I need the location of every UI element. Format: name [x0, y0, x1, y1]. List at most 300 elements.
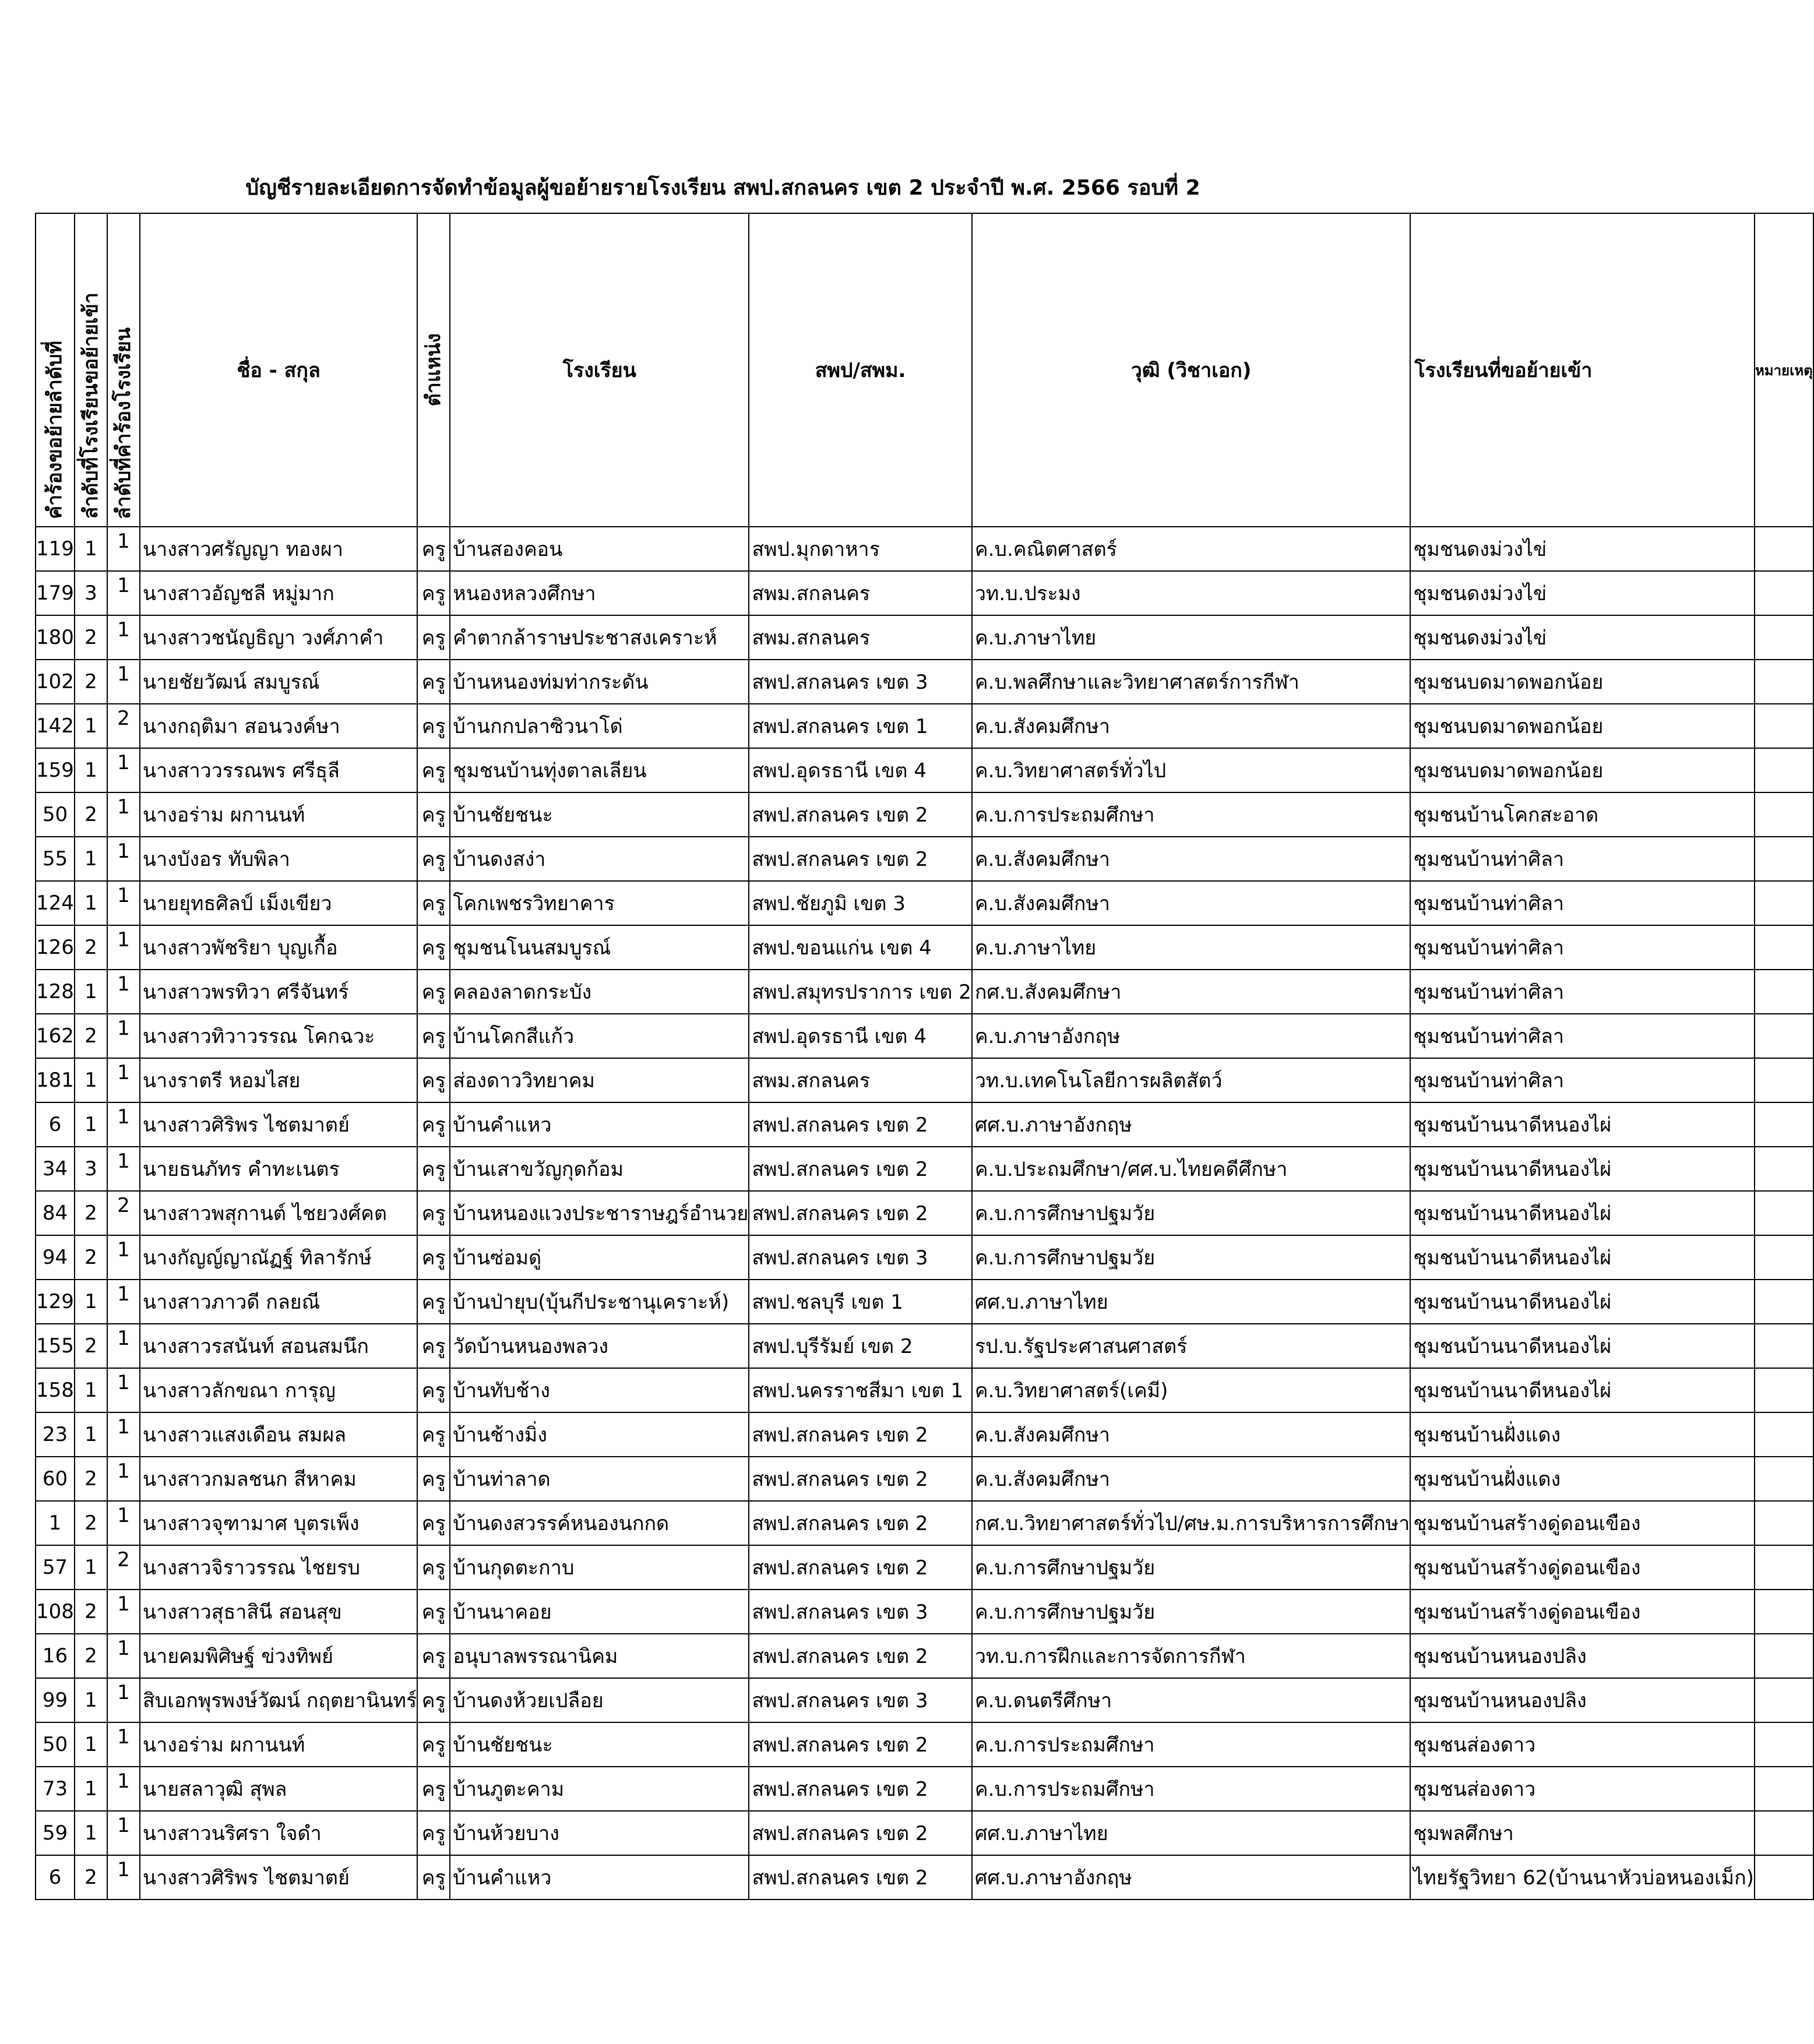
cell-name: นางสาวทิวาวรรณ โคกฉวะ: [140, 1014, 417, 1058]
cell-request-order: 1: [107, 571, 140, 615]
cell-target-school: ชุมชนบ้านนาดีหนองไผ่: [1410, 1235, 1755, 1280]
table-row: [36, 1014, 1813, 1058]
table-row: [36, 1590, 1813, 1634]
cell-degree: ค.บ.สังคมศึกษา: [972, 704, 1410, 748]
table-row: [36, 1324, 1813, 1368]
cell-remark: [1755, 1280, 1813, 1324]
table-row: [36, 660, 1813, 704]
cell-office: สพป.สกลนคร เขต 2: [749, 1855, 971, 1899]
cell-request-no: 73: [36, 1767, 75, 1811]
table-row: [36, 1634, 1813, 1678]
cell-position: ครู: [417, 792, 450, 837]
cell-name: นายยุทธศิลป์ เม็งเขียว: [140, 881, 417, 925]
cell-request-order: 1: [107, 615, 140, 660]
table-row: [36, 1722, 1813, 1767]
cell-remark: [1755, 615, 1813, 660]
cell-office: สพป.ชัยภูมิ เขต 3: [749, 881, 971, 925]
cell-school: บ้านห้วยบาง: [450, 1811, 749, 1855]
cell-name: นางสาวจิราวรรณ ไชยรบ: [140, 1545, 417, 1590]
cell-target-school: ชุมชนบ้านนาดีหนองไผ่: [1410, 1324, 1755, 1368]
header-school: โรงเรียน: [450, 213, 749, 527]
cell-school: บ้านช้างมิ่ง: [450, 1412, 749, 1457]
cell-school-order: 3: [75, 571, 107, 615]
cell-school-order: 1: [75, 1280, 107, 1324]
cell-position: ครู: [417, 1235, 450, 1280]
cell-school: บ้านเสาขวัญกุดก้อม: [450, 1147, 749, 1191]
cell-school: บ้านกกปลาซิวนาโด่: [450, 704, 749, 748]
cell-name: นางสาววรรณพร ศรีธุลี: [140, 748, 417, 792]
cell-target-school: ชุมชนบ้านท่าศิลา: [1410, 881, 1755, 925]
cell-school: บ้านดงห้วยเปลือย: [450, 1678, 749, 1722]
cell-remark: [1755, 792, 1813, 837]
cell-name: นางสาวลักขณา การุญ: [140, 1368, 417, 1412]
header-school-order: ลำดับที่โรงเรียนขอย้ายเข้า: [75, 213, 107, 527]
cell-request-no: 124: [36, 881, 75, 925]
table-row: [36, 1501, 1813, 1545]
cell-degree: ค.บ.ภาษาไทย: [972, 925, 1410, 970]
cell-name: นางสาวพัชริยา บุญเกื้อ: [140, 925, 417, 970]
cell-request-order: 1: [107, 1102, 140, 1147]
cell-request-order: 1: [107, 1811, 140, 1855]
cell-degree: ค.บ.สังคมศึกษา: [972, 1412, 1410, 1457]
cell-degree: ค.บ.การประถมศึกษา: [972, 792, 1410, 837]
cell-request-order: 1: [107, 1634, 140, 1678]
cell-degree: วท.บ.การฝึกและการจัดการกีฬา: [972, 1634, 1410, 1678]
cell-position: ครู: [417, 660, 450, 704]
cell-name: นางสาวอัญชลี หมู่มาก: [140, 571, 417, 615]
cell-school-order: 2: [75, 1590, 107, 1634]
cell-name: นางบังอร ทับพิลา: [140, 837, 417, 881]
cell-school: หนองหลวงศึกษา: [450, 571, 749, 615]
cell-school-order: 1: [75, 527, 107, 571]
cell-name: นางสาวภาวดี กลยณี: [140, 1280, 417, 1324]
cell-office: สพป.สกลนคร เขต 2: [749, 1634, 971, 1678]
cell-name: นางกฤติมา สอนวงค์ษา: [140, 704, 417, 748]
table-row: [36, 970, 1813, 1014]
cell-school-order: 1: [75, 1412, 107, 1457]
table-row: [36, 837, 1813, 881]
cell-degree: ค.บ.วิทยาศาสตร์ทั่วไป: [972, 748, 1410, 792]
cell-request-order: 1: [107, 1678, 140, 1722]
table-row: [36, 748, 1813, 792]
cell-request-order: 1: [107, 1280, 140, 1324]
cell-office: สพม.สกลนคร: [749, 1058, 971, 1102]
cell-school: บ้านท่าลาด: [450, 1457, 749, 1501]
cell-degree: วท.บ.เทคโนโลยีการผลิตสัตว์: [972, 1058, 1410, 1102]
cell-school-order: 1: [75, 1545, 107, 1590]
cell-school-order: 1: [75, 1678, 107, 1722]
cell-remark: [1755, 1855, 1813, 1899]
cell-position: ครู: [417, 1368, 450, 1412]
cell-position: ครู: [417, 1811, 450, 1855]
cell-school: วัดบ้านหนองพลวง: [450, 1324, 749, 1368]
cell-request-order: 1: [107, 1722, 140, 1767]
cell-position: ครู: [417, 1102, 450, 1147]
cell-degree: ค.บ.การศึกษาปฐมวัย: [972, 1590, 1410, 1634]
cell-name: นางสาวจุฑามาศ บุตรเพ็ง: [140, 1501, 417, 1545]
cell-degree: ค.บ.การศึกษาปฐมวัย: [972, 1235, 1410, 1280]
cell-position: ครู: [417, 925, 450, 970]
cell-request-order: 1: [107, 837, 140, 881]
cell-target-school: ชุมพลศึกษา: [1410, 1811, 1755, 1855]
cell-degree: ค.บ.การศึกษาปฐมวัย: [972, 1545, 1410, 1590]
cell-name: นางสาวพรทิวา ศรีจันทร์: [140, 970, 417, 1014]
cell-target-school: ชุมชนดงม่วงไข่: [1410, 571, 1755, 615]
cell-position: ครู: [417, 1147, 450, 1191]
cell-degree: ค.บ.ประถมศึกษา/ศศ.บ.ไทยคดีศึกษา: [972, 1147, 1410, 1191]
cell-school: ส่องดาววิทยาคม: [450, 1058, 749, 1102]
cell-school-order: 2: [75, 1191, 107, 1235]
cell-school: โคกเพชรวิทยาคาร: [450, 881, 749, 925]
cell-target-school: ชุมชนบ้านสร้างดู่ดอนเขือง: [1410, 1590, 1755, 1634]
cell-target-school: ชุมชนบ้านฝั่งแดง: [1410, 1412, 1755, 1457]
cell-name: นางสาวแสงเดือน สมผล: [140, 1412, 417, 1457]
cell-remark: [1755, 1634, 1813, 1678]
table-row: [36, 1102, 1813, 1147]
cell-school-order: 1: [75, 1102, 107, 1147]
cell-name: นางสาวศรัญญา ทองผา: [140, 527, 417, 571]
cell-request-no: 84: [36, 1191, 75, 1235]
header-remark: หมายเหตุ: [1755, 213, 1813, 527]
cell-remark: [1755, 1412, 1813, 1457]
cell-school: ชุมชนบ้านทุ่งตาลเลียน: [450, 748, 749, 792]
cell-name: นางสาวนริศรา ใจดำ: [140, 1811, 417, 1855]
cell-school: บ้านชัยชนะ: [450, 1722, 749, 1767]
cell-school-order: 2: [75, 792, 107, 837]
cell-target-school: ชุมชนส่องดาว: [1410, 1767, 1755, 1811]
cell-office: สพป.สกลนคร เขต 2: [749, 1191, 971, 1235]
cell-request-no: 50: [36, 792, 75, 837]
cell-degree: ศศ.บ.ภาษาไทย: [972, 1280, 1410, 1324]
cell-position: ครู: [417, 1457, 450, 1501]
cell-school: บ้านหนองแวงประชาราษฎร์อำนวย: [450, 1191, 749, 1235]
cell-request-no: 6: [36, 1855, 75, 1899]
table-row: [36, 615, 1813, 660]
cell-name: นายคมพิศิษฐ์ ข่วงทิพย์: [140, 1634, 417, 1678]
cell-office: สพป.สกลนคร เขต 3: [749, 1678, 971, 1722]
table-row: [36, 925, 1813, 970]
cell-remark: [1755, 1545, 1813, 1590]
cell-school: บ้านโคกสีแก้ว: [450, 1014, 749, 1058]
cell-degree: รป.บ.รัฐประศาสนศาสตร์: [972, 1324, 1410, 1368]
cell-school-order: 1: [75, 704, 107, 748]
cell-remark: [1755, 1368, 1813, 1412]
cell-request-no: 60: [36, 1457, 75, 1501]
cell-request-order: 1: [107, 1855, 140, 1899]
cell-position: ครู: [417, 527, 450, 571]
cell-position: ครู: [417, 837, 450, 881]
cell-school: บ้านกุดตะกาบ: [450, 1545, 749, 1590]
header-target-school: โรงเรียนที่ขอย้ายเข้า: [1410, 213, 1755, 527]
cell-office: สพป.สกลนคร เขต 2: [749, 837, 971, 881]
cell-target-school: ชุมชนบ้านนาดีหนองไผ่: [1410, 1147, 1755, 1191]
cell-request-no: 126: [36, 925, 75, 970]
cell-degree: ค.บ.ภาษาไทย: [972, 615, 1410, 660]
cell-request-order: 2: [107, 704, 140, 748]
cell-target-school: ชุมชนบ้านสร้างดู่ดอนเขือง: [1410, 1501, 1755, 1545]
cell-position: ครู: [417, 615, 450, 660]
cell-request-no: 1: [36, 1501, 75, 1545]
cell-school-order: 2: [75, 660, 107, 704]
cell-office: สพป.สกลนคร เขต 2: [749, 1545, 971, 1590]
cell-remark: [1755, 748, 1813, 792]
cell-degree: ค.บ.การศึกษาปฐมวัย: [972, 1191, 1410, 1235]
cell-request-no: 129: [36, 1280, 75, 1324]
cell-office: สพป.สกลนคร เขต 2: [749, 1501, 971, 1545]
cell-school-order: 1: [75, 881, 107, 925]
cell-request-order: 1: [107, 925, 140, 970]
cell-office: สพป.สกลนคร เขต 3: [749, 660, 971, 704]
cell-school: ชุมชนโนนสมบูรณ์: [450, 925, 749, 970]
cell-degree: ค.บ.พลศึกษาและวิทยาศาสตร์การกีฬา: [972, 660, 1410, 704]
cell-request-order: 1: [107, 748, 140, 792]
cell-target-school: ชุมชนดงม่วงไข่: [1410, 527, 1755, 571]
cell-school: คำตากล้าราษประชาสงเคราะห์: [450, 615, 749, 660]
cell-name: นางสาวศิริพร ไชตมาตย์: [140, 1855, 417, 1899]
cell-office: สพป.สกลนคร เขต 2: [749, 1457, 971, 1501]
cell-request-no: 50: [36, 1722, 75, 1767]
cell-school: บ้านทับช้าง: [450, 1368, 749, 1412]
cell-position: ครู: [417, 970, 450, 1014]
cell-request-order: 1: [107, 1324, 140, 1368]
table-row: [36, 1457, 1813, 1501]
cell-office: สพป.สกลนคร เขต 2: [749, 1767, 971, 1811]
cell-request-no: 55: [36, 837, 75, 881]
cell-remark: [1755, 1501, 1813, 1545]
cell-school-order: 1: [75, 1811, 107, 1855]
cell-position: ครู: [417, 881, 450, 925]
cell-target-school: ชุมชนบดมาดพอกน้อย: [1410, 704, 1755, 748]
cell-office: สพป.สกลนคร เขต 3: [749, 1590, 971, 1634]
cell-target-school: ชุมชนส่องดาว: [1410, 1722, 1755, 1767]
cell-office: สพป.สกลนคร เขต 2: [749, 792, 971, 837]
cell-position: ครู: [417, 571, 450, 615]
cell-position: ครู: [417, 1767, 450, 1811]
header-office: สพป/สพม.: [749, 213, 971, 527]
cell-position: ครู: [417, 1058, 450, 1102]
cell-name: นางสาวชนัญธิญา วงศ์ภาคำ: [140, 615, 417, 660]
cell-position: ครู: [417, 1855, 450, 1899]
header-request-no: คำร้องขอย้ายลำดับที่: [36, 213, 75, 527]
table-row: [36, 1855, 1813, 1899]
cell-school-order: 1: [75, 970, 107, 1014]
cell-school-order: 1: [75, 1767, 107, 1811]
cell-school-order: 3: [75, 1147, 107, 1191]
cell-position: ครู: [417, 1412, 450, 1457]
cell-school-order: 1: [75, 1722, 107, 1767]
cell-name: นางสาวพสุกานต์ ไชยวงศ์คต: [140, 1191, 417, 1235]
cell-school-order: 2: [75, 1457, 107, 1501]
cell-request-no: 181: [36, 1058, 75, 1102]
cell-office: สพป.สกลนคร เขต 2: [749, 1722, 971, 1767]
cell-degree: ค.บ.สังคมศึกษา: [972, 837, 1410, 881]
cell-remark: [1755, 1811, 1813, 1855]
cell-name: นางสาวรสนันท์ สอนสมนึก: [140, 1324, 417, 1368]
table-row: [36, 881, 1813, 925]
cell-school: บ้านดงสง่า: [450, 837, 749, 881]
cell-name: นางกัญญ์ญาณัฏฐ์ ทิลารักษ์: [140, 1235, 417, 1280]
cell-remark: [1755, 1102, 1813, 1147]
cell-school-order: 1: [75, 1058, 107, 1102]
cell-office: สพป.บุรีรัมย์ เขต 2: [749, 1324, 971, 1368]
cell-request-no: 94: [36, 1235, 75, 1280]
cell-request-no: 23: [36, 1412, 75, 1457]
cell-name: นายชัยวัฒน์ สมบูรณ์: [140, 660, 417, 704]
cell-office: สพป.สกลนคร เขต 3: [749, 1235, 971, 1280]
cell-school: อนุบาลพรรณานิคม: [450, 1634, 749, 1678]
cell-name: นางราตรี หอมไสย: [140, 1058, 417, 1102]
cell-school: บ้านนาคอย: [450, 1590, 749, 1634]
cell-office: สพป.สกลนคร เขต 2: [749, 1147, 971, 1191]
cell-office: สพป.สกลนคร เขต 1: [749, 704, 971, 748]
cell-degree: ค.บ.สังคมศึกษา: [972, 881, 1410, 925]
cell-remark: [1755, 1235, 1813, 1280]
cell-request-no: 16: [36, 1634, 75, 1678]
cell-target-school: ชุมชนบ้านหนองปลิง: [1410, 1678, 1755, 1722]
cell-school: บ้านป่ายุบ(บุ้นกีประชานุเคราะห์): [450, 1280, 749, 1324]
cell-target-school: ชุมชนบ้านฝั่งแดง: [1410, 1457, 1755, 1501]
cell-remark: [1755, 1678, 1813, 1722]
table-row: [36, 1235, 1813, 1280]
table-row: [36, 1811, 1813, 1855]
cell-office: สพป.สกลนคร เขต 2: [749, 1811, 971, 1855]
cell-request-order: 1: [107, 1457, 140, 1501]
cell-target-school: ชุมชนบ้านนาดีหนองไผ่: [1410, 1368, 1755, 1412]
cell-office: สพป.อุดรธานี เขต 4: [749, 748, 971, 792]
cell-degree: ค.บ.สังคมศึกษา: [972, 1457, 1410, 1501]
table-row: [36, 1191, 1813, 1235]
cell-position: ครู: [417, 1722, 450, 1767]
cell-school: บ้านชัยชนะ: [450, 792, 749, 837]
table-row: [36, 571, 1813, 615]
cell-school-order: 2: [75, 1324, 107, 1368]
cell-target-school: ชุมชนบ้านท่าศิลา: [1410, 1014, 1755, 1058]
cell-office: สพป.นครราชสีมา เขต 1: [749, 1368, 971, 1412]
cell-position: ครู: [417, 1545, 450, 1590]
cell-remark: [1755, 881, 1813, 925]
cell-request-no: 102: [36, 660, 75, 704]
cell-position: ครู: [417, 1191, 450, 1235]
cell-office: สพป.สมุทรปราการ เขต 2: [749, 970, 971, 1014]
cell-office: สพป.มุกดาหาร: [749, 527, 971, 571]
transfer-request-table: [35, 213, 1814, 1900]
header-position: ตำแหน่ง: [417, 213, 450, 527]
cell-school: บ้านสองคอน: [450, 527, 749, 571]
cell-remark: [1755, 660, 1813, 704]
cell-target-school: ชุมชนบ้านนาดีหนองไผ่: [1410, 1191, 1755, 1235]
header-row: [36, 213, 1813, 527]
cell-request-no: 158: [36, 1368, 75, 1412]
cell-remark: [1755, 1457, 1813, 1501]
cell-position: ครู: [417, 1014, 450, 1058]
cell-school: บ้านดงสวรรค์หนองนกกด: [450, 1501, 749, 1545]
cell-remark: [1755, 571, 1813, 615]
cell-school-order: 2: [75, 1855, 107, 1899]
cell-remark: [1755, 1014, 1813, 1058]
cell-request-order: 1: [107, 1147, 140, 1191]
cell-school-order: 1: [75, 1368, 107, 1412]
cell-request-order: 1: [107, 881, 140, 925]
cell-remark: [1755, 704, 1813, 748]
cell-degree: ศศ.บ.ภาษาอังกฤษ: [972, 1855, 1410, 1899]
cell-request-order: 2: [107, 1545, 140, 1590]
table-row: [36, 1058, 1813, 1102]
cell-remark: [1755, 1058, 1813, 1102]
cell-degree: ค.บ.ดนตรีศึกษา: [972, 1678, 1410, 1722]
cell-name: นายสลาวุฒิ สุพล: [140, 1767, 417, 1811]
cell-remark: [1755, 1147, 1813, 1191]
cell-name: นางอร่าม ผกานนท์: [140, 1722, 417, 1767]
cell-school-order: 2: [75, 1014, 107, 1058]
cell-request-order: 1: [107, 1501, 140, 1545]
cell-request-order: 1: [107, 1058, 140, 1102]
cell-office: สพม.สกลนคร: [749, 571, 971, 615]
cell-degree: กศ.บ.สังคมศึกษา: [972, 970, 1410, 1014]
cell-request-no: 108: [36, 1590, 75, 1634]
cell-request-no: 99: [36, 1678, 75, 1722]
cell-request-order: 1: [107, 1590, 140, 1634]
table-row: [36, 1147, 1813, 1191]
cell-school: คลองลาดกระบัง: [450, 970, 749, 1014]
cell-position: ครู: [417, 1634, 450, 1678]
cell-school: บ้านซ่อมดู่: [450, 1235, 749, 1280]
cell-office: สพป.สกลนคร เขต 2: [749, 1102, 971, 1147]
cell-target-school: ชุมชนบ้านท่าศิลา: [1410, 925, 1755, 970]
table-row: [36, 1280, 1813, 1324]
cell-target-school: ชุมชนบ้านนาดีหนองไผ่: [1410, 1280, 1755, 1324]
cell-request-order: 1: [107, 1235, 140, 1280]
cell-name: นายธนภัทร คำทะเนตร: [140, 1147, 417, 1191]
cell-degree: วท.บ.ประมง: [972, 571, 1410, 615]
document-title: บัญชีรายละเอียดการจัดทำข้อมูลผู้ขอย้ายรายโรงเรียน สพป.สกลนคร เขต 2 ประจำปี พ.ศ. 2566 รอบที่ 2: [245, 176, 1200, 200]
cell-degree: ค.บ.การประถมศึกษา: [972, 1722, 1410, 1767]
cell-degree: ค.บ.ภาษาอังกฤษ: [972, 1014, 1410, 1058]
cell-office: สพป.ขอนแก่น เขต 4: [749, 925, 971, 970]
cell-school-order: 2: [75, 1501, 107, 1545]
cell-request-order: 1: [107, 970, 140, 1014]
cell-request-order: 1: [107, 1014, 140, 1058]
cell-target-school: ชุมชนบ้านท่าศิลา: [1410, 970, 1755, 1014]
cell-name: สิบเอกพุรพงษ์วัฒน์ กฤตยานินทร์: [140, 1678, 417, 1722]
table-row: [36, 1368, 1813, 1412]
cell-position: ครู: [417, 1280, 450, 1324]
cell-request-order: 1: [107, 792, 140, 837]
cell-target-school: ชุมชนบ้านท่าศิลา: [1410, 837, 1755, 881]
cell-office: สพป.สกลนคร เขต 2: [749, 1412, 971, 1457]
cell-school-order: 2: [75, 925, 107, 970]
cell-target-school: ชุมชนบดมาดพอกน้อย: [1410, 660, 1755, 704]
cell-request-order: 1: [107, 1412, 140, 1457]
cell-target-school: ชุมชนบ้านท่าศิลา: [1410, 1058, 1755, 1102]
cell-name: นางสาวสุธาสินี สอนสุข: [140, 1590, 417, 1634]
cell-request-no: 155: [36, 1324, 75, 1368]
cell-name: นางอร่าม ผกานนท์: [140, 792, 417, 837]
table-row: [36, 1767, 1813, 1811]
cell-school-order: 2: [75, 1235, 107, 1280]
cell-target-school: ชุมชนบ้านนาดีหนองไผ่: [1410, 1102, 1755, 1147]
cell-position: ครู: [417, 1324, 450, 1368]
cell-office: สพป.ชลบุรี เขต 1: [749, 1280, 971, 1324]
cell-school-order: 1: [75, 748, 107, 792]
cell-request-no: 57: [36, 1545, 75, 1590]
cell-school-order: 1: [75, 837, 107, 881]
cell-school-order: 2: [75, 615, 107, 660]
cell-request-no: 142: [36, 704, 75, 748]
cell-request-no: 34: [36, 1147, 75, 1191]
cell-request-no: 162: [36, 1014, 75, 1058]
cell-school: บ้านภูตะคาม: [450, 1767, 749, 1811]
cell-remark: [1755, 1590, 1813, 1634]
